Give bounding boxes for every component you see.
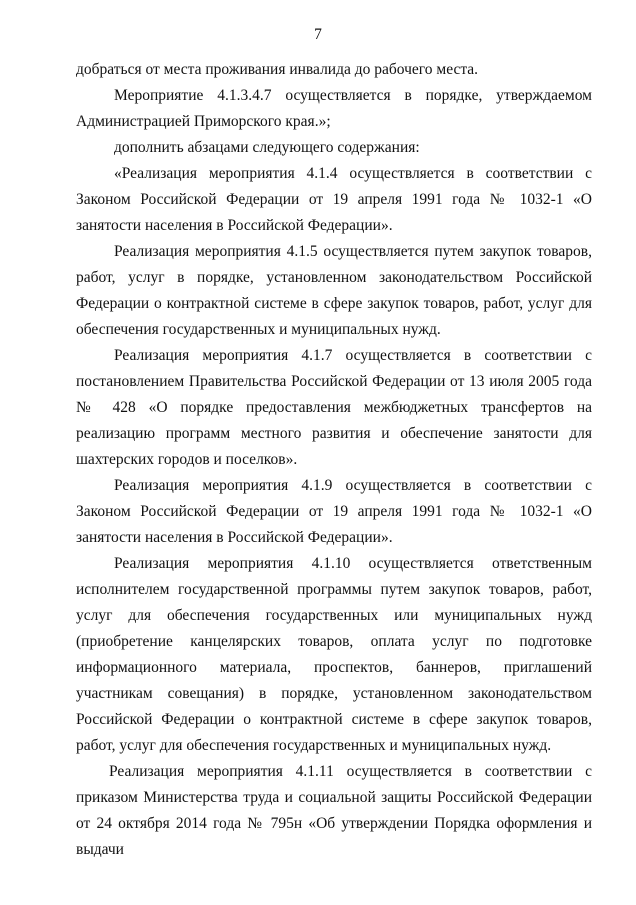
document-body (76, 57, 592, 863)
paragraph-9: Реализация мероприятия 4.1.11 осуществляется в соответствии с приказом Министерства труда и социальной защиты Российской Федерации от 24 октября 2014 года № 795н «Об утверждении Порядка оформления и выдачи (76, 763, 592, 858)
paragraph-3: дополнить абзацами следующего содержания: (114, 139, 420, 156)
paragraph-4: «Реализация мероприятия 4.1.4 осуществляется в соответствии с Законом Российской Федерации от 19 апреля 1991 года № 1032-1 «О занятости населения в Российской Федерации». (76, 165, 592, 234)
paragraph-7: Реализация мероприятия 4.1.9 осуществляется в соответствии с Законом Российской Федерации от 19 апреля 1991 года № 1032-1 «О занятости населения в Российской Федерации». (76, 477, 592, 546)
paragraph-2: Мероприятие 4.1.3.4.7 осуществляется в порядке, утверждаемом Администрацией Приморского края.»; (76, 87, 592, 130)
paragraph-6: Реализация мероприятия 4.1.7 осуществляется в соответствии с постановлением Правительства Российской Федерации от 13 июля 2005 года № 428 «О порядке предоставления межбюджетных трансфертов на реализацию программ местного развития и обеспечение занятости для шахтерских городов и поселков». (76, 347, 592, 468)
paragraph-5: Реализация мероприятия 4.1.5 осуществляется путем закупок товаров, работ, услуг в порядке, установленном законодательством Российской Федерации о контрактной системе в сфере закупок товаров, работ, услуг для обеспечения государственных и муниципальных нужд. (76, 243, 592, 338)
paragraph-8: Реализация мероприятия 4.1.10 осуществляется ответственным исполнителем государственной программы путем закупок товаров, работ, услуг для обеспечения государственных или муниципальных нужд (приобретение канцелярских товаров, оплата услуг по подготовке информационного материала, проспектов, баннеров, приглашений участникам совещания) в порядке, установленном законодательством Российской Федерации о контрактной системе в сфере закупок товаров, работ, услуг для обеспечения государственных и муниципальных нужд. (76, 555, 592, 754)
page-number: 7 (314, 26, 322, 43)
paragraph-1: добраться от места проживания инвалида до рабочего места. (76, 61, 479, 78)
